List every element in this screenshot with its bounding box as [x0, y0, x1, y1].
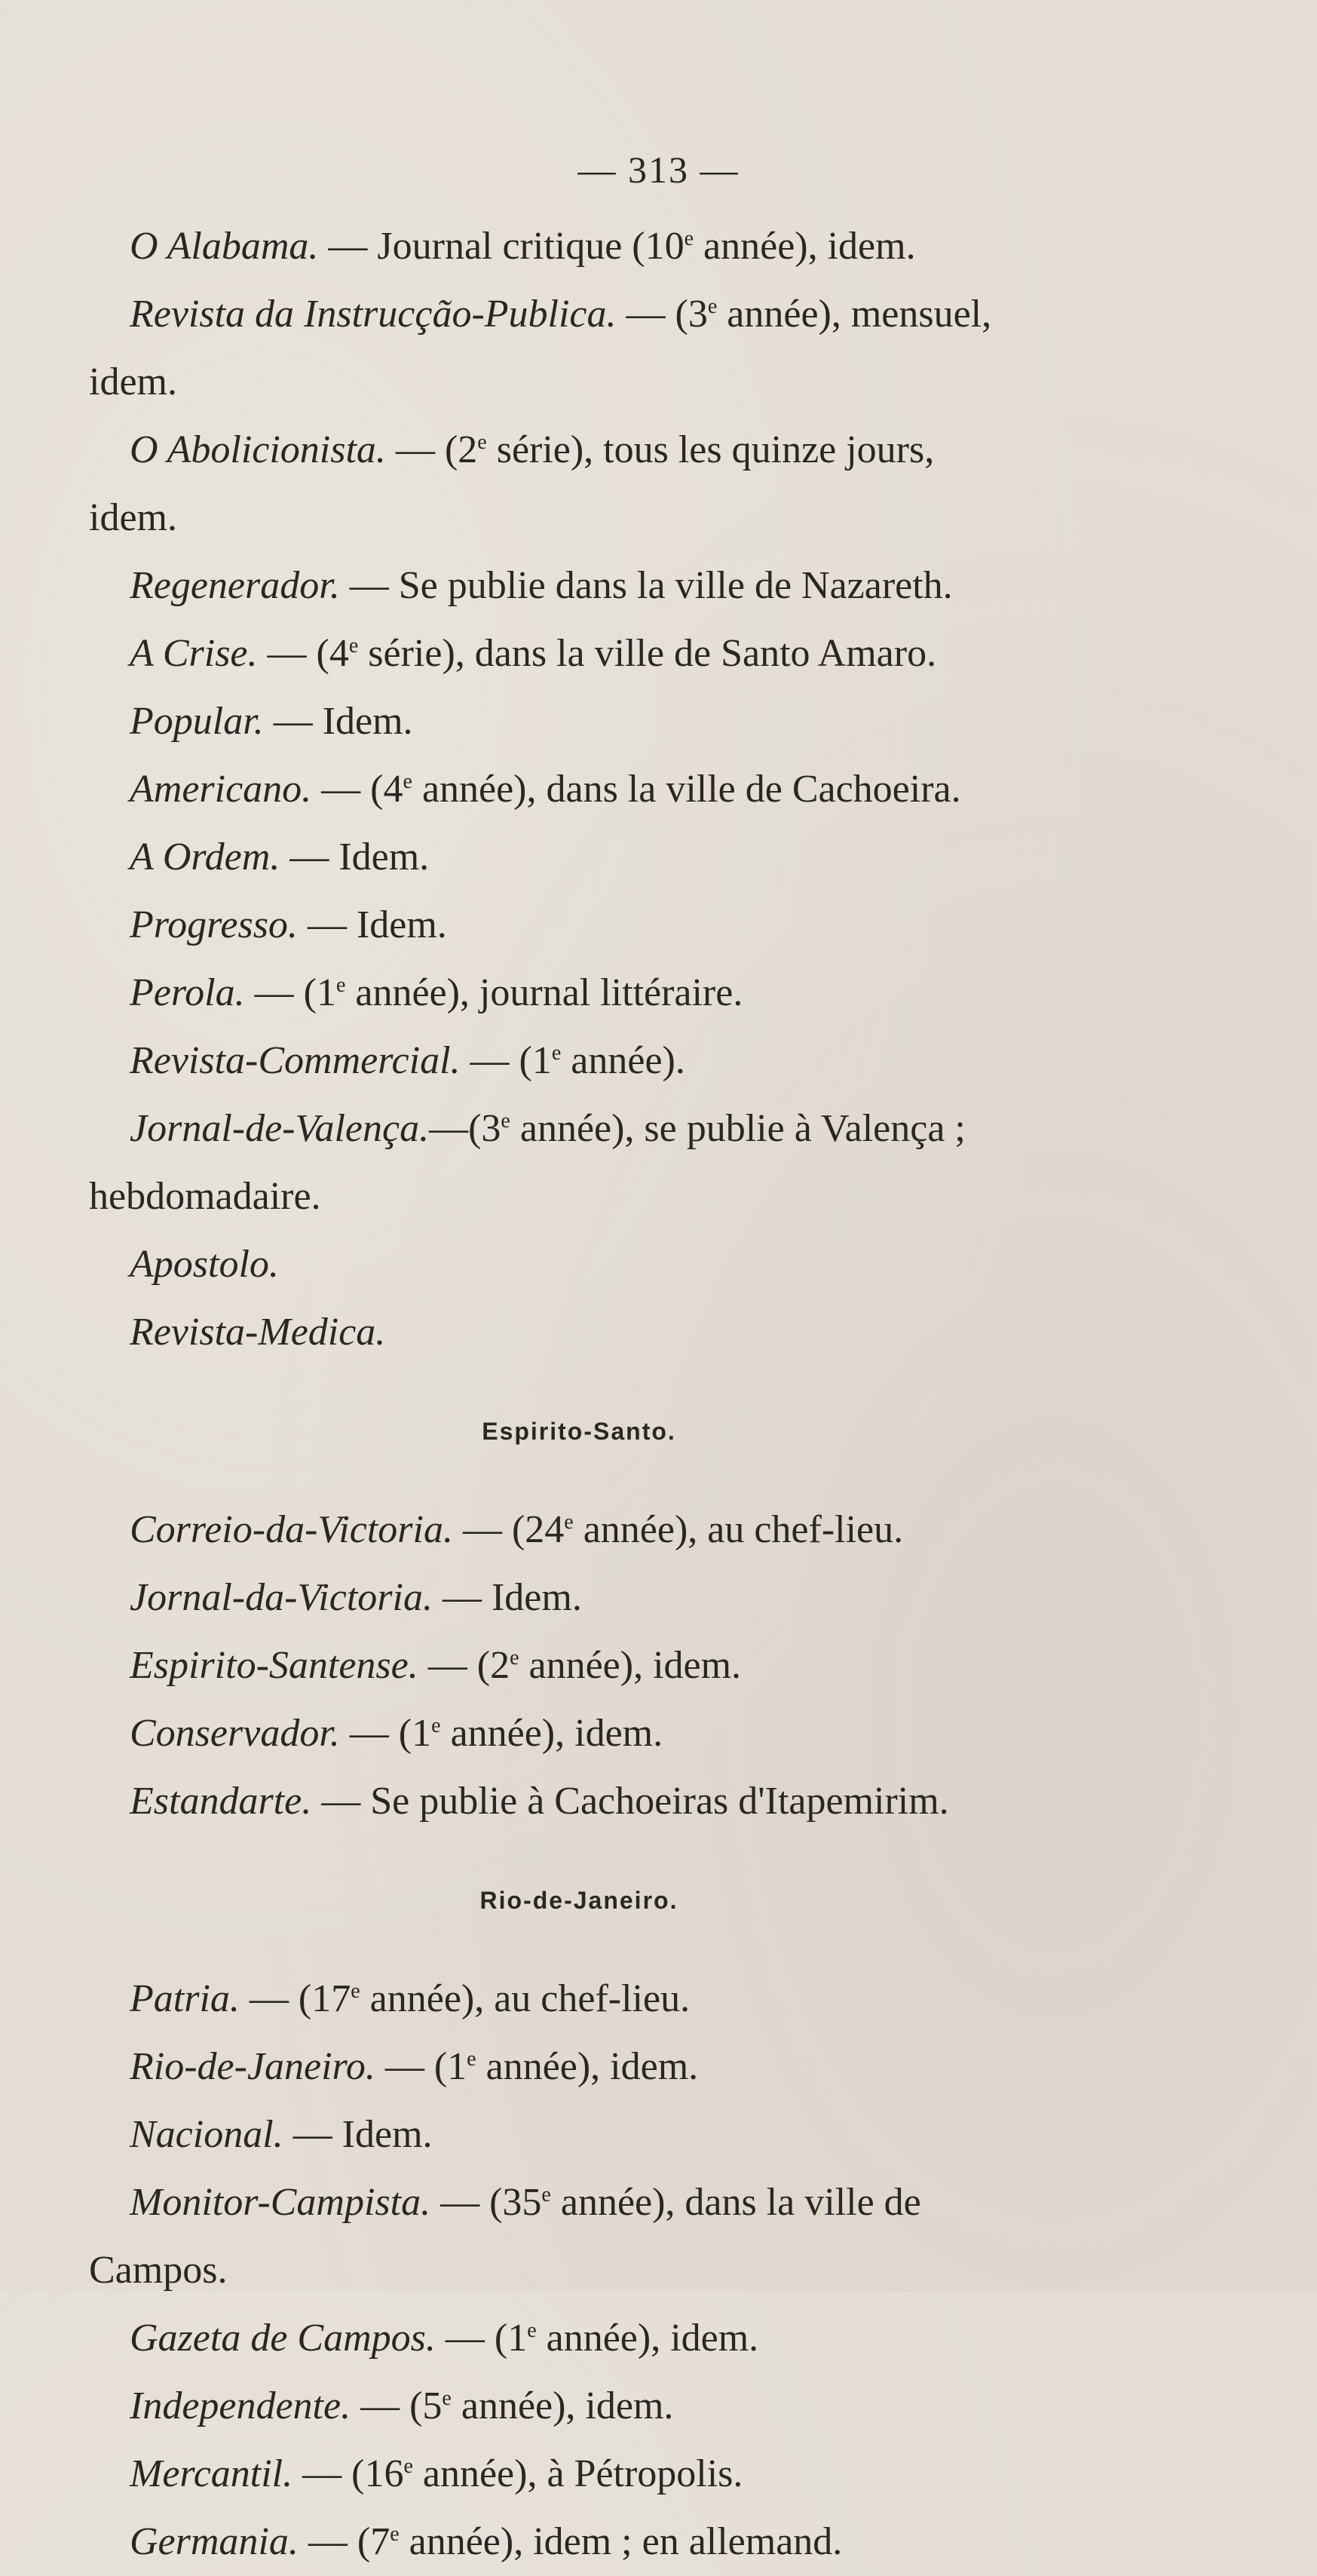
periodical-title: Rio-de-Janeiro.	[130, 2045, 375, 2088]
entry-text: — (2	[385, 428, 478, 471]
entry-text: — (16	[292, 2452, 404, 2495]
entry-text: — Se publie dans la ville de Nazareth.	[339, 564, 953, 607]
entry-text-rest: année), se publie à Valença ;	[510, 1107, 966, 1150]
entry-line	[89, 2440, 1159, 2508]
entry-line	[89, 891, 1159, 959]
entry-line	[89, 620, 1159, 688]
entry-line	[89, 2372, 1159, 2440]
entry-text-rest: série), tous les quinze jours,	[486, 428, 935, 471]
entry-line	[89, 552, 1159, 620]
entry-text-rest: année), au chef-lieu.	[573, 1508, 904, 1551]
superscript: e	[348, 634, 359, 658]
periodical-title: Jornal-de-Valença.	[130, 1107, 430, 1150]
periodical-title: Estandarte.	[130, 1780, 312, 1823]
entry-text: — (24	[452, 1508, 565, 1551]
superscript: e	[564, 1510, 574, 1534]
entry-line	[89, 1496, 1159, 1564]
entry-line	[89, 688, 1159, 756]
entry-text-rest: année), idem.	[440, 1712, 663, 1755]
periodical-title: Patria.	[130, 1977, 240, 2020]
entry-text: — Se publie à Cachoeiras d'Itapemirim.	[311, 1780, 949, 1823]
periodical-title: Jornal-da-Victoria.	[130, 1576, 433, 1619]
section-heading: Espirito-Santo.	[482, 1418, 676, 1445]
entry-continuation: idem.	[89, 360, 177, 403]
periodical-title: Revista-Medica.	[130, 1311, 386, 1354]
superscript: e	[390, 2522, 400, 2546]
entry-text: — (7	[298, 2520, 391, 2563]
entry-line	[89, 281, 1159, 348]
periodical-title: Mercantil.	[130, 2452, 293, 2495]
periodical-title: Popular.	[130, 700, 264, 743]
entry-continuation: idem.	[89, 496, 177, 539]
entry-text: — (2	[418, 1644, 510, 1687]
entry-line	[89, 1700, 1159, 1768]
entry-text-rest: année), au chef-lieu.	[360, 1977, 691, 2020]
entry-text: — Idem.	[432, 1576, 582, 1619]
entry-line	[89, 959, 1159, 1027]
entry-line	[89, 2169, 1159, 2237]
section-heading: Rio-de-Janeiro.	[479, 1887, 678, 1914]
entry-line	[89, 1768, 1159, 1835]
periodical-title: Independente.	[130, 2384, 351, 2427]
entry-text: — (17	[239, 1977, 351, 2020]
entry-text: — Idem.	[297, 903, 447, 946]
entry-line	[89, 2101, 1159, 2169]
periodical-title: Apostolo.	[130, 1243, 279, 1286]
entry-text: — (35	[430, 2181, 542, 2224]
periodical-title: O Abolicionista.	[130, 428, 386, 471]
superscript: e	[551, 1041, 562, 1065]
entry-line	[89, 756, 1159, 823]
entry-text: —(3	[429, 1107, 501, 1150]
entry-continuation: Campos.	[89, 2249, 228, 2292]
periodical-title: Revista-Commercial.	[130, 1039, 461, 1082]
entry-text-rest: année), idem.	[451, 2384, 674, 2427]
entry-text-rest: année), mensuel,	[717, 293, 992, 336]
periodical-title: Progresso.	[130, 903, 298, 946]
periodical-title: O Alabama.	[130, 225, 319, 268]
periodical-title: Regenerador.	[130, 564, 340, 607]
superscript: e	[510, 1646, 519, 1670]
entry-text-rest: année), idem.	[694, 225, 916, 268]
entry-line	[89, 1027, 1159, 1095]
entry-line	[89, 213, 1159, 281]
periodical-title: Gazeta de Campos.	[130, 2317, 436, 2360]
entry-text-rest: année), dans la ville de Cachoeira.	[412, 768, 961, 811]
entry-text-rest: année), dans la ville de	[550, 2181, 921, 2224]
superscript: e	[442, 2387, 452, 2410]
entry-continuation: hebdomadaire.	[89, 1175, 321, 1218]
entry-text: — (1	[339, 1712, 432, 1755]
superscript: e	[707, 295, 718, 318]
periodical-title: Conservador.	[130, 1712, 340, 1755]
periodical-title: Perola.	[130, 971, 245, 1014]
superscript: e	[501, 1109, 510, 1133]
entry-text: — (4	[311, 768, 403, 811]
entry-text: — Idem.	[283, 2113, 433, 2156]
superscript: e	[527, 2319, 537, 2342]
entry-line	[89, 2033, 1159, 2101]
periodical-title: Monitor-Campista.	[130, 2181, 431, 2224]
entry-text: — (5	[351, 2384, 443, 2427]
periodical-title: Americano.	[130, 768, 312, 811]
entry-text-rest: année), idem.	[519, 1644, 742, 1687]
periodical-title: Germania.	[130, 2520, 299, 2563]
entry-text: — Idem.	[263, 700, 413, 743]
entry-line	[89, 1965, 1159, 2033]
entry-line	[89, 2305, 1159, 2372]
superscript: e	[351, 1980, 360, 2003]
entry-line	[89, 1299, 1159, 1366]
text-block	[89, 213, 1159, 2576]
entry-text: — (1	[375, 2045, 467, 2088]
periodical-title: A Ordem.	[130, 836, 280, 879]
superscript: e	[477, 431, 487, 454]
periodical-title: A Crise.	[130, 632, 258, 675]
periodical-title: Revista da Instrucção-Publica.	[130, 293, 617, 336]
entry-text: — (1	[460, 1039, 552, 1082]
entry-text: — Idem.	[280, 836, 430, 879]
entry-text-rest: année), idem.	[476, 2045, 699, 2088]
superscript: e	[403, 770, 412, 793]
entry-line	[89, 823, 1159, 891]
superscript: e	[684, 227, 694, 250]
entry-text-rest: année), journal littéraire.	[345, 971, 743, 1014]
entry-text: — (4	[257, 632, 349, 675]
periodical-title: Correio-da-Victoria.	[130, 1508, 453, 1551]
superscript: e	[467, 2047, 476, 2071]
superscript: e	[403, 2455, 413, 2478]
entry-text: — (3	[616, 293, 708, 336]
entry-line	[89, 2508, 1159, 2576]
periodical-title: Espirito-Santense.	[130, 1644, 418, 1687]
entry-text: — (1	[435, 2317, 528, 2360]
entry-line	[89, 1095, 1159, 1163]
entry-text-rest: année), idem ; en allemand.	[399, 2520, 843, 2563]
entry-text-rest: année), à Pétropolis.	[412, 2452, 743, 2495]
entry-text-rest: année), idem.	[536, 2317, 759, 2360]
periodical-title: Nacional.	[130, 2113, 283, 2156]
superscript: e	[431, 1714, 441, 1737]
entry-line	[89, 1564, 1159, 1632]
superscript: e	[541, 2183, 551, 2206]
entry-line	[89, 1632, 1159, 1700]
entry-text-rest: année).	[561, 1039, 685, 1082]
entry-text: — Journal critique (10	[318, 225, 685, 268]
entry-text: — (1	[244, 971, 336, 1014]
page-number: — 313 —	[577, 149, 740, 191]
entry-line	[89, 416, 1159, 484]
entry-text-rest: série), dans la ville de Santo Amaro.	[358, 632, 937, 675]
entry-line	[89, 1231, 1159, 1299]
superscript: e	[335, 974, 346, 997]
